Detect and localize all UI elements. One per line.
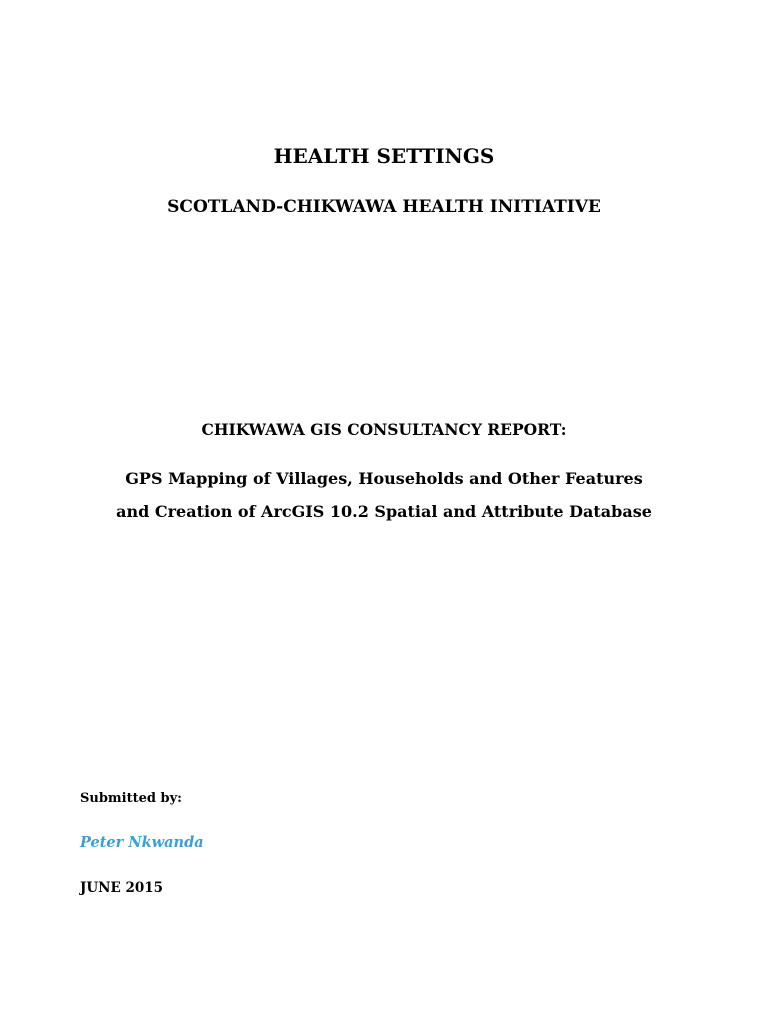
document-title: HEALTH SETTINGS: [273, 144, 495, 168]
report-description: [0, 462, 768, 528]
report-heading: CHIKWAWA GIS CONSULTANCY REPORT:: [201, 420, 567, 439]
author-name: Peter Nkwanda: [80, 834, 204, 851]
report-date: JUNE 2015: [80, 880, 164, 896]
document-subtitle: SCOTLAND-CHIKWAWA HEALTH INITIATIVE: [167, 197, 601, 217]
submitted-by-label: Submitted by:: [80, 791, 182, 806]
report-description-line-1: GPS Mapping of Villages, Households and Other Features: [125, 469, 643, 488]
report-description-line-2: and Creation of ArcGIS 10.2 Spatial and Attribute Database: [116, 502, 652, 521]
